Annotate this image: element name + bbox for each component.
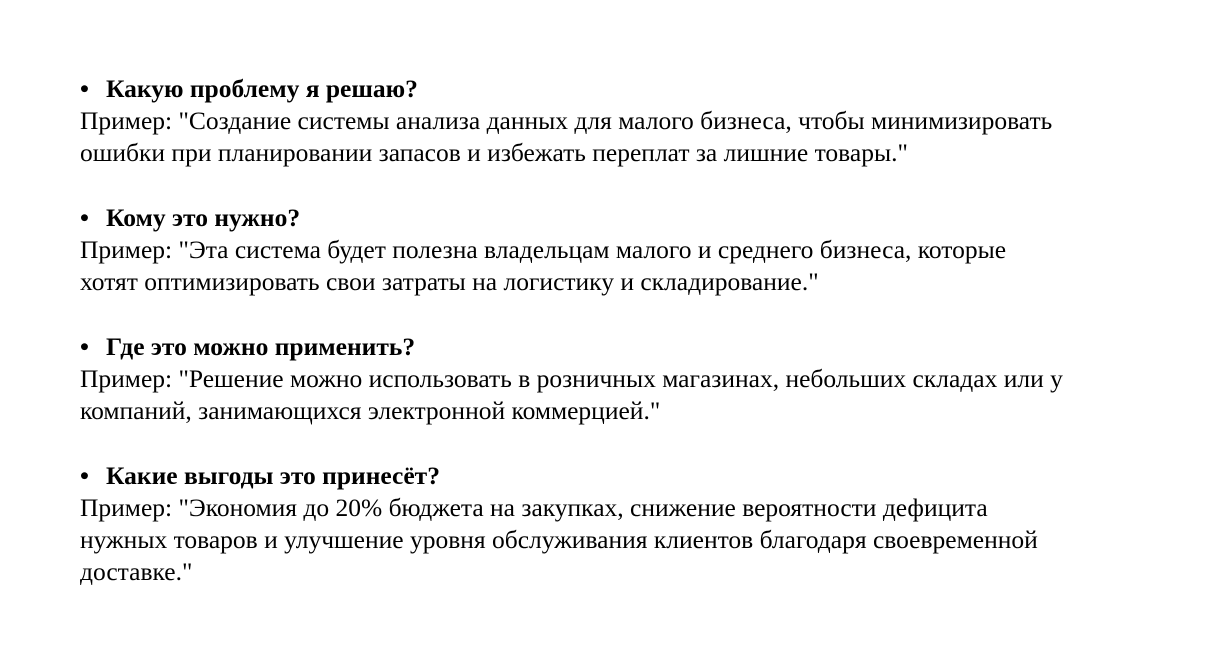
section-heading [80,460,1180,492]
body-line: Пример: "Эта система будет полезна владельцам малого и среднего бизнеса, которые [80,235,1007,264]
section-application [80,331,1180,427]
heading-text: Какую проблему я решаю? [106,74,418,103]
body-line: Пример: "Решение можно использовать в розничных магазинах, небольших складах или у [80,364,1063,393]
section-heading [80,202,1180,234]
heading-text: Кому это нужно? [106,203,301,232]
body-line: Пример: "Создание системы анализа данных для малого бизнеса, чтобы минимизировать [80,106,1053,135]
bullet-icon: • [80,74,89,103]
body-line: ошибки при планировании запасов и избежать переплат за лишние товары." [80,138,908,167]
bullet-icon: • [80,203,89,232]
heading-text: Какие выгоды это принесёт? [106,461,440,490]
section-audience [80,202,1180,298]
body-line: хотят оптимизировать свои затраты на логистику и складирование." [80,267,819,296]
document [80,73,1180,621]
body-line: компаний, занимающихся электронной коммерцией." [80,396,661,425]
body-line: Пример: "Экономия до 20% бюджета на закупках, снижение вероятности дефицита [80,493,988,522]
section-problem [80,73,1180,169]
section-benefits [80,460,1180,588]
heading-text: Где это можно применить? [106,332,416,361]
section-heading [80,73,1180,105]
section-body [80,492,1180,588]
body-line: нужных товаров и улучшение уровня обслуживания клиентов благодаря своевременной [80,525,1038,554]
section-heading [80,331,1180,363]
body-line: доставке." [80,557,193,586]
bullet-icon: • [80,332,89,361]
section-body [80,363,1180,427]
section-body [80,234,1180,298]
bullet-icon: • [80,461,89,490]
section-body [80,105,1180,169]
